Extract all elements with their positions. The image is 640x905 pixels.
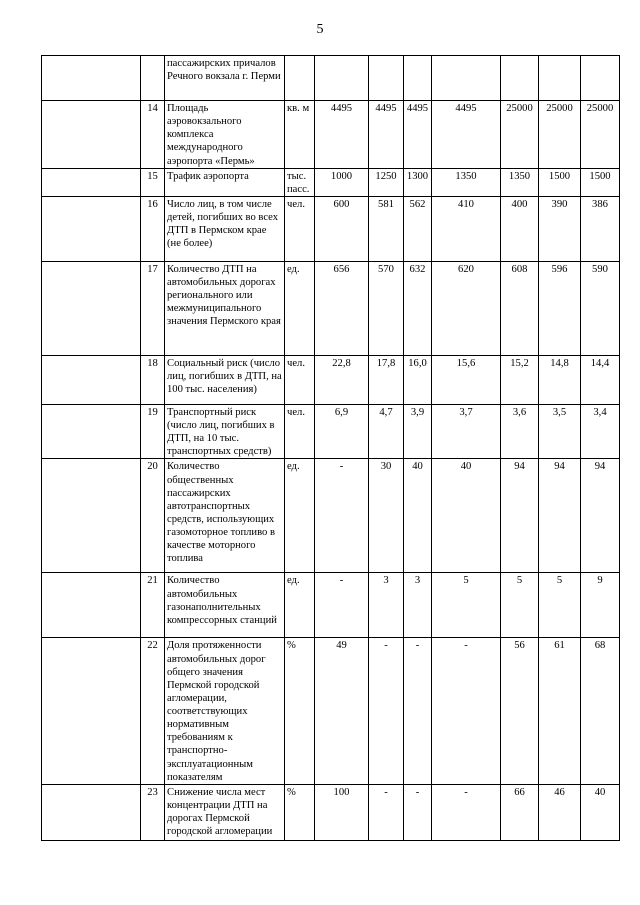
value-cell: 1500 (581, 168, 620, 196)
indicator-name: Количество автомобильных газонаполнительных компрессорных станций (165, 573, 285, 638)
table-row (42, 355, 620, 404)
value-cell: 94 (501, 459, 539, 573)
row-number (141, 56, 165, 101)
unit-cell: % (285, 784, 315, 840)
value-cell: 3,9 (404, 404, 432, 459)
table-row (42, 459, 620, 573)
value-cell: 570 (369, 261, 404, 355)
blank-cell (42, 573, 141, 638)
row-number: 21 (141, 573, 165, 638)
value-cell: 40 (432, 459, 501, 573)
value-cell: 4495 (315, 101, 369, 169)
table-row (42, 196, 620, 261)
blank-cell (42, 355, 141, 404)
unit-cell: ед. (285, 459, 315, 573)
blank-cell (42, 459, 141, 573)
unit-cell: чел. (285, 196, 315, 261)
value-cell: 1500 (539, 168, 581, 196)
value-cell: - (369, 638, 404, 784)
value-cell: 68 (581, 638, 620, 784)
blank-cell (42, 56, 141, 101)
value-cell (404, 56, 432, 101)
value-cell: 4495 (369, 101, 404, 169)
value-cell: 410 (432, 196, 501, 261)
indicator-name: Доля протяженности автомобильных дорог общего значения Пермской городской агломерации, соответствующих нормативным требованиям к транспортно-эксплуатационным показателям (165, 638, 285, 784)
value-cell: 66 (501, 784, 539, 840)
blank-cell (42, 404, 141, 459)
value-cell: 94 (539, 459, 581, 573)
unit-cell: ед. (285, 261, 315, 355)
value-cell: 1250 (369, 168, 404, 196)
value-cell: 1350 (501, 168, 539, 196)
value-cell: 16,0 (404, 355, 432, 404)
row-number: 17 (141, 261, 165, 355)
value-cell: 596 (539, 261, 581, 355)
value-cell: 40 (581, 784, 620, 840)
indicator-name: Число лиц, в том числе детей, погибших во всех ДТП в Пермском крае (не более) (165, 196, 285, 261)
table-row (42, 101, 620, 169)
value-cell: 600 (315, 196, 369, 261)
value-cell: 386 (581, 196, 620, 261)
value-cell: 3,5 (539, 404, 581, 459)
value-cell: 3 (369, 573, 404, 638)
table-row (42, 573, 620, 638)
value-cell: 656 (315, 261, 369, 355)
value-cell: 1300 (404, 168, 432, 196)
value-cell (432, 56, 501, 101)
row-number: 22 (141, 638, 165, 784)
value-cell: 40 (404, 459, 432, 573)
blank-cell (42, 784, 141, 840)
indicators-table (41, 55, 620, 841)
row-number: 16 (141, 196, 165, 261)
value-cell: 30 (369, 459, 404, 573)
value-cell: 4495 (404, 101, 432, 169)
value-cell (581, 56, 620, 101)
blank-cell (42, 196, 141, 261)
value-cell: 3 (404, 573, 432, 638)
unit-cell: чел. (285, 355, 315, 404)
value-cell (315, 56, 369, 101)
value-cell: 61 (539, 638, 581, 784)
value-cell: 17,8 (369, 355, 404, 404)
blank-cell (42, 638, 141, 784)
value-cell: 3,7 (432, 404, 501, 459)
unit-cell: чел. (285, 404, 315, 459)
unit-cell (285, 56, 315, 101)
value-cell: 590 (581, 261, 620, 355)
value-cell: 100 (315, 784, 369, 840)
table-row (42, 168, 620, 196)
value-cell: 4495 (432, 101, 501, 169)
blank-cell (42, 261, 141, 355)
indicator-name: пассажирских причалов Речного вокзала г. Перми (165, 56, 285, 101)
value-cell: 14,4 (581, 355, 620, 404)
value-cell: 15,6 (432, 355, 501, 404)
value-cell: 5 (539, 573, 581, 638)
value-cell: 1000 (315, 168, 369, 196)
value-cell: 3,6 (501, 404, 539, 459)
table-row (42, 638, 620, 784)
value-cell: 4,7 (369, 404, 404, 459)
value-cell: 25000 (539, 101, 581, 169)
value-cell (501, 56, 539, 101)
table-row (42, 261, 620, 355)
value-cell: - (315, 459, 369, 573)
row-number: 15 (141, 168, 165, 196)
table-row (42, 56, 620, 101)
value-cell: - (315, 573, 369, 638)
row-number: 14 (141, 101, 165, 169)
value-cell: 3,4 (581, 404, 620, 459)
value-cell: 620 (432, 261, 501, 355)
value-cell: 49 (315, 638, 369, 784)
value-cell: 1350 (432, 168, 501, 196)
value-cell: 400 (501, 196, 539, 261)
indicator-name: Площадь аэровокзального комплекса международного аэропорта «Пермь» (165, 101, 285, 169)
value-cell: 5 (432, 573, 501, 638)
table-row (42, 404, 620, 459)
indicator-name: Социальный риск (число лиц, погибших в ДТП, на 100 тыс. населения) (165, 355, 285, 404)
value-cell: 22,8 (315, 355, 369, 404)
value-cell: 46 (539, 784, 581, 840)
row-number: 18 (141, 355, 165, 404)
unit-cell: ед. (285, 573, 315, 638)
indicator-name: Количество ДТП на автомобильных дорогах регионального или межмуниципального значения Пермского края (165, 261, 285, 355)
value-cell: 25000 (501, 101, 539, 169)
unit-cell: % (285, 638, 315, 784)
value-cell: 581 (369, 196, 404, 261)
value-cell: 15,2 (501, 355, 539, 404)
value-cell: 25000 (581, 101, 620, 169)
value-cell: 6,9 (315, 404, 369, 459)
value-cell: 5 (501, 573, 539, 638)
value-cell: - (404, 784, 432, 840)
indicator-name: Трафик аэропорта (165, 168, 285, 196)
value-cell: 390 (539, 196, 581, 261)
unit-cell: кв. м (285, 101, 315, 169)
indicator-name: Снижение числа мест концентрации ДТП на дорогах Пермской городской агломерации (165, 784, 285, 840)
value-cell: 56 (501, 638, 539, 784)
row-number: 19 (141, 404, 165, 459)
value-cell: - (404, 638, 432, 784)
value-cell: 562 (404, 196, 432, 261)
value-cell: 632 (404, 261, 432, 355)
value-cell: 94 (581, 459, 620, 573)
row-number: 23 (141, 784, 165, 840)
blank-cell (42, 101, 141, 169)
value-cell (539, 56, 581, 101)
row-number: 20 (141, 459, 165, 573)
value-cell: - (369, 784, 404, 840)
indicator-name: Транспортный риск (число лиц, погибших в ДТП, на 10 тыс. транспортных средств) (165, 404, 285, 459)
value-cell: - (432, 784, 501, 840)
value-cell: 608 (501, 261, 539, 355)
unit-cell: тыс. пасс. (285, 168, 315, 196)
page-number: 5 (316, 22, 324, 37)
value-cell (369, 56, 404, 101)
blank-cell (42, 168, 141, 196)
value-cell: 9 (581, 573, 620, 638)
indicator-name: Количество общественных пассажирских автотранспортных средств, использующих газомоторное топливо в качестве моторного топлива (165, 459, 285, 573)
value-cell: - (432, 638, 501, 784)
value-cell: 14,8 (539, 355, 581, 404)
table-row (42, 784, 620, 840)
